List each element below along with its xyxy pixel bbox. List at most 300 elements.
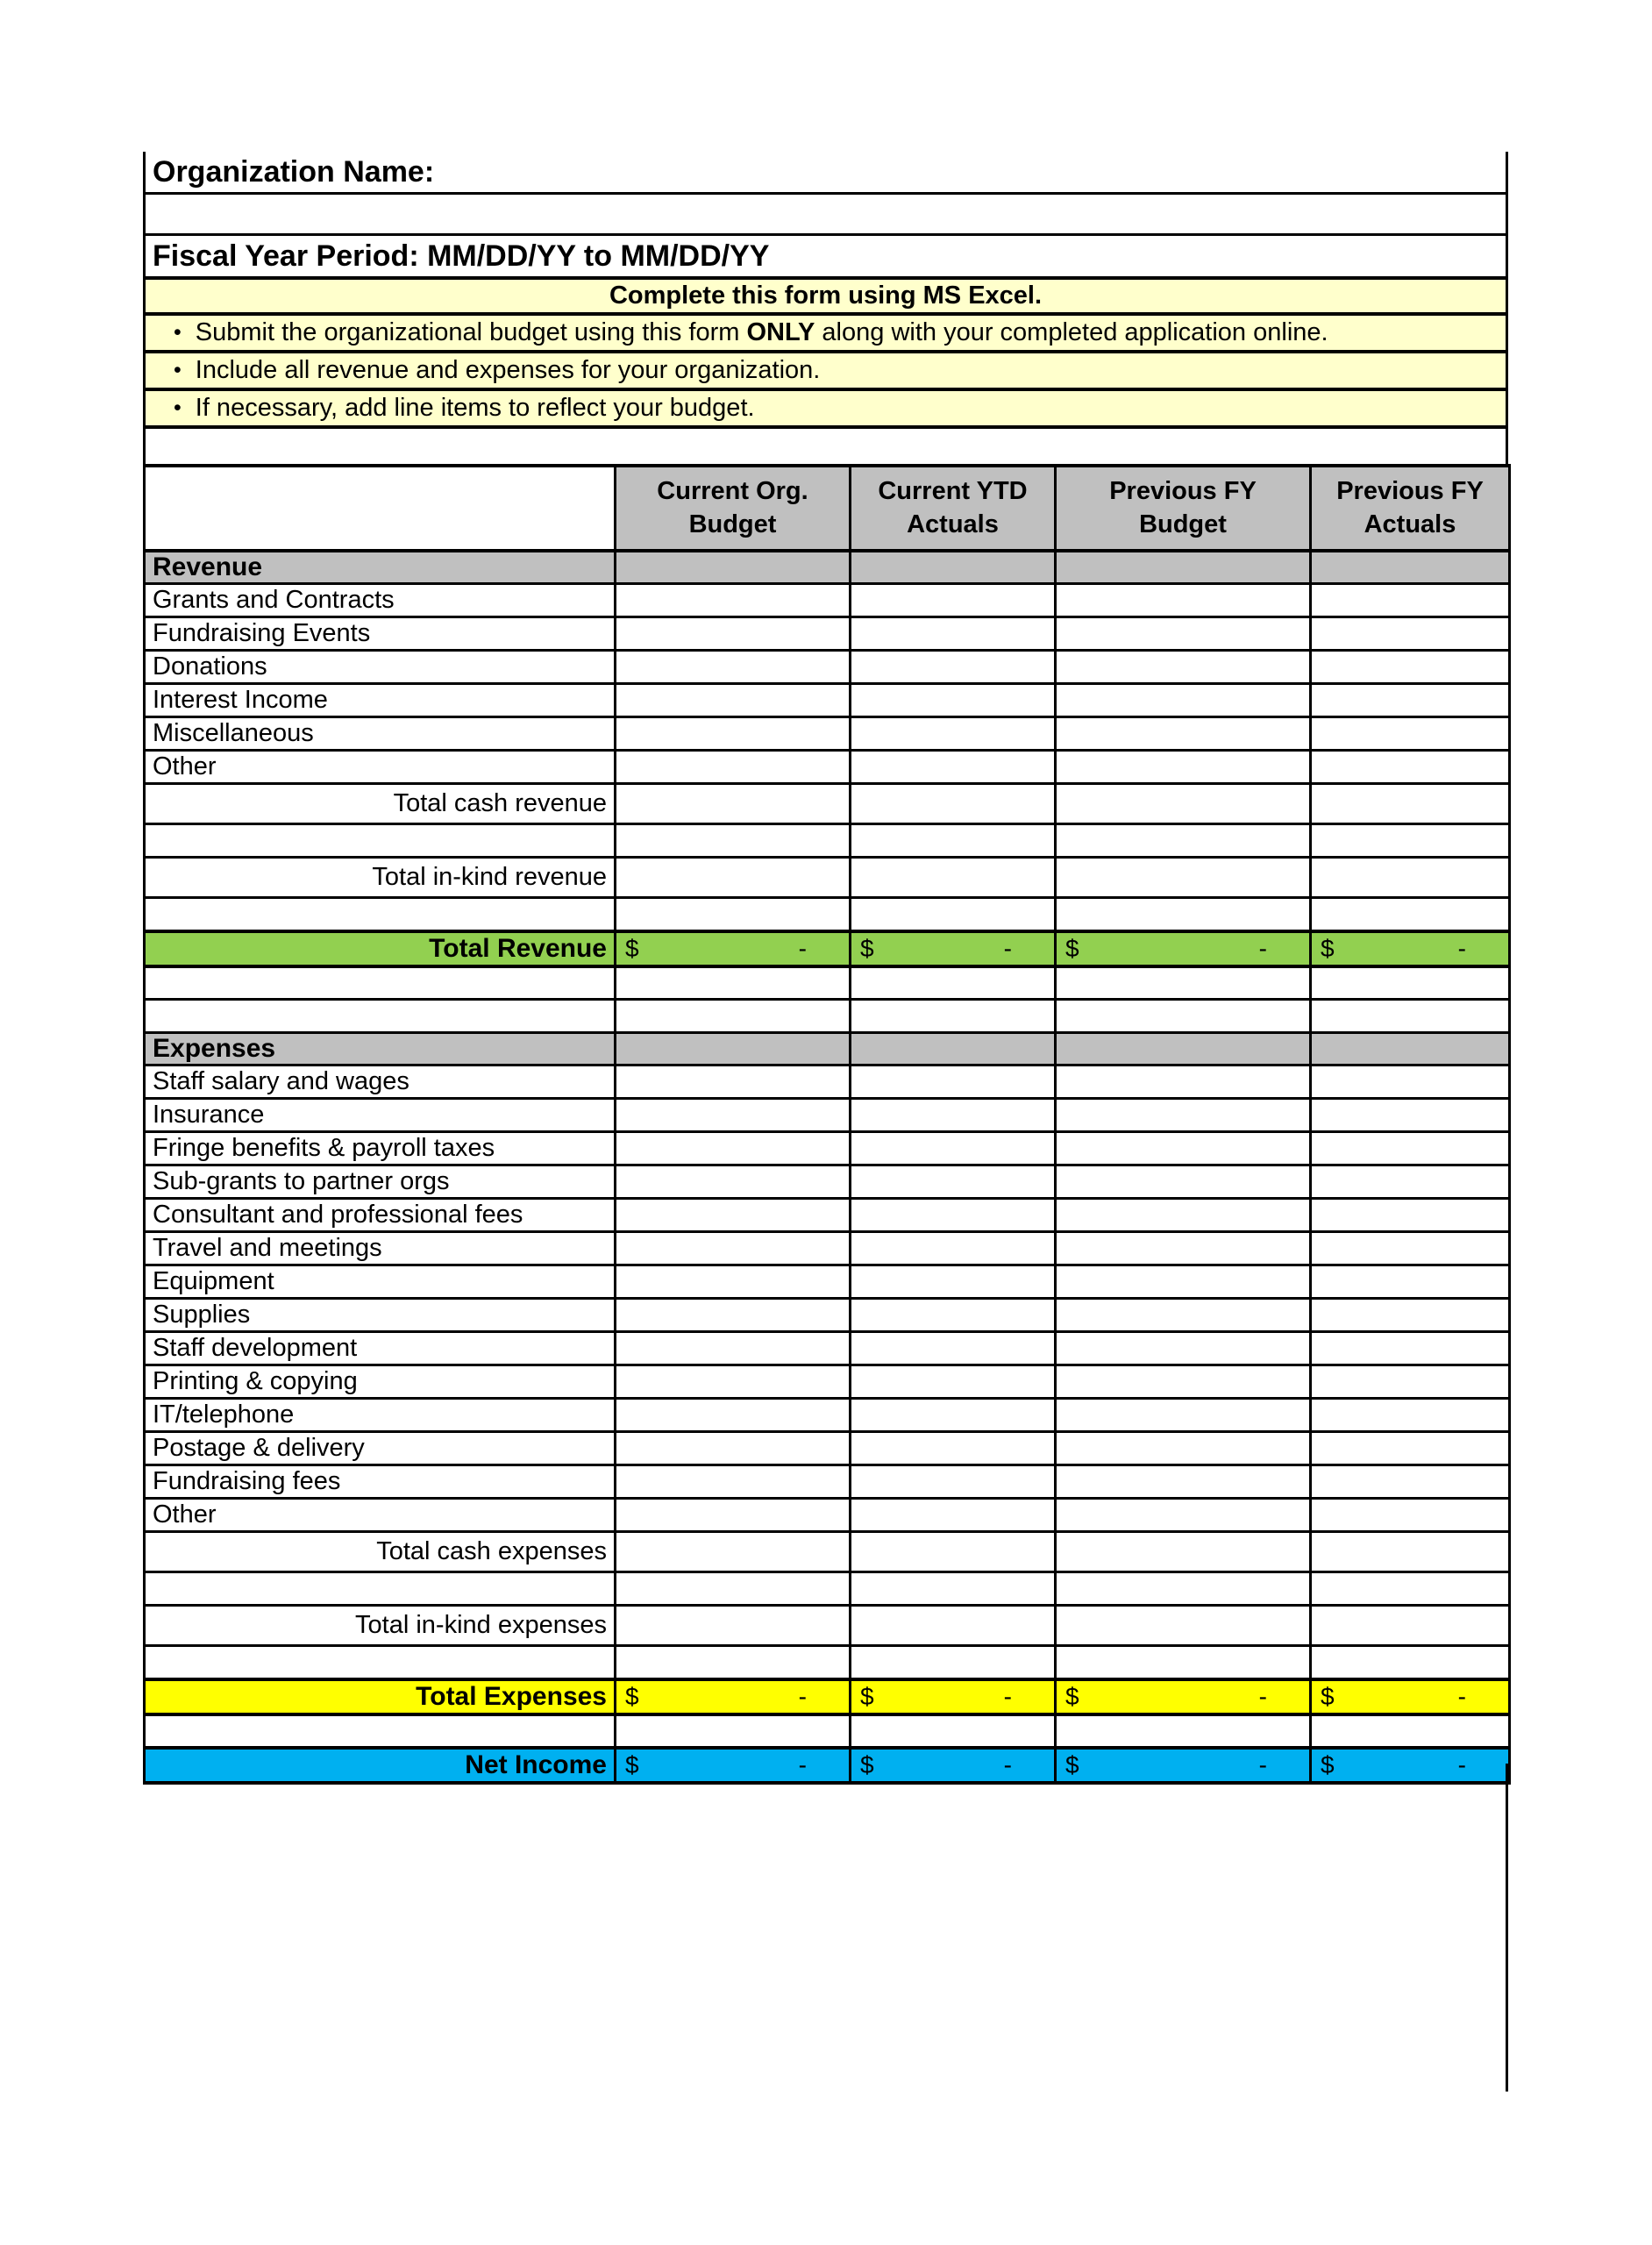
value-cell[interactable] xyxy=(1311,1165,1510,1199)
fiscal-year-row[interactable] xyxy=(143,236,1508,280)
value-cell[interactable] xyxy=(851,651,1056,684)
value-cell xyxy=(1056,551,1311,584)
value-cell[interactable] xyxy=(616,751,851,784)
row-staff-development xyxy=(145,1332,1510,1365)
value-cell xyxy=(1056,824,1311,858)
row-label-cell xyxy=(145,617,616,651)
row-label-cell xyxy=(145,584,616,617)
organization-name-label: Organization Name: xyxy=(153,154,435,189)
row-staff-salary-and-wages xyxy=(145,1065,1510,1099)
value-cell xyxy=(616,1033,851,1065)
blank-row xyxy=(145,1714,1510,1748)
row-label: Equipment xyxy=(153,1267,274,1295)
instruction-bullet-row xyxy=(143,391,1508,429)
value-cell[interactable] xyxy=(1311,751,1510,784)
zero-value-dash: - xyxy=(798,1750,807,1778)
value-cell[interactable] xyxy=(851,751,1056,784)
row-label-cell xyxy=(145,898,616,931)
value-cell xyxy=(851,1033,1056,1065)
row-label: Staff salary and wages xyxy=(153,1067,409,1095)
row-label-cell xyxy=(145,1679,616,1714)
value-cell[interactable] xyxy=(616,684,851,717)
value-cell[interactable] xyxy=(1056,717,1311,751)
row-label: Total Expenses xyxy=(416,1681,607,1711)
row-total-in-kind-revenue xyxy=(145,858,1510,898)
value-cell[interactable] xyxy=(616,717,851,751)
value-cell[interactable] xyxy=(1056,1165,1311,1199)
value-cell xyxy=(1311,551,1510,584)
value-cell[interactable] xyxy=(851,1399,1056,1432)
accounting-zero-value xyxy=(851,1683,1054,1711)
value-cell[interactable] xyxy=(616,1132,851,1165)
value-cell xyxy=(851,898,1056,931)
value-cell xyxy=(851,858,1056,898)
row-label: Insurance xyxy=(153,1101,265,1129)
row-label: Printing & copying xyxy=(153,1367,358,1395)
currency-symbol: $ xyxy=(1321,934,1335,962)
row-label: Net Income xyxy=(465,1750,607,1779)
value-cell[interactable] xyxy=(851,617,1056,651)
accounting-zero-value xyxy=(851,935,1054,963)
value-cell xyxy=(851,966,1056,1000)
zero-value-dash: - xyxy=(1258,934,1267,962)
row-label-cell xyxy=(145,858,616,898)
value-cell xyxy=(851,931,1056,966)
value-cell[interactable] xyxy=(616,1199,851,1232)
value-cell[interactable] xyxy=(851,1465,1056,1499)
accounting-zero-value xyxy=(1312,1683,1508,1711)
zero-value-dash: - xyxy=(798,1682,807,1710)
value-cell xyxy=(1311,1532,1510,1572)
row-it-telephone xyxy=(145,1399,1510,1432)
row-label-cell xyxy=(145,1532,616,1572)
value-cell xyxy=(616,1532,851,1572)
value-cell[interactable] xyxy=(1056,651,1311,684)
row-label-cell xyxy=(145,784,616,824)
zero-value-dash: - xyxy=(798,934,807,962)
accounting-zero-value xyxy=(1057,1683,1309,1711)
row-label: Expenses xyxy=(153,1034,276,1063)
value-cell xyxy=(1056,784,1311,824)
bullet-icon: • xyxy=(174,320,182,345)
zero-value-dash: - xyxy=(1457,1750,1466,1778)
header-empty-cell xyxy=(145,466,616,551)
row-label-cell xyxy=(145,551,616,584)
row-label-cell xyxy=(145,931,616,966)
value-cell xyxy=(1311,1572,1510,1606)
budget-table-body xyxy=(145,551,1510,1783)
zero-value-dash: - xyxy=(1258,1682,1267,1710)
bullet-text: Submit the organizational budget using this form ONLY along with your completed application online. xyxy=(195,318,1328,346)
value-cell[interactable] xyxy=(851,1332,1056,1365)
value-cell[interactable] xyxy=(616,651,851,684)
row-sub-grants-to-partner-orgs xyxy=(145,1165,1510,1199)
row-label-cell xyxy=(145,1572,616,1606)
bullet-icon: • xyxy=(174,396,182,420)
zero-value-dash: - xyxy=(1003,1682,1012,1710)
value-cell[interactable] xyxy=(1056,1332,1311,1365)
value-cell xyxy=(1311,1606,1510,1646)
row-donations xyxy=(145,651,1510,684)
value-cell xyxy=(851,1646,1056,1679)
row-total-cash-expenses xyxy=(145,1532,1510,1572)
value-cell[interactable] xyxy=(1056,1432,1311,1465)
row-label: Total in-kind revenue xyxy=(372,863,607,891)
row-label: Staff development xyxy=(153,1334,358,1362)
value-cell[interactable] xyxy=(1311,1365,1510,1399)
value-cell[interactable] xyxy=(1311,651,1510,684)
value-cell xyxy=(1056,966,1311,1000)
value-cell[interactable] xyxy=(1056,1132,1311,1165)
row-label: Grants and Contracts xyxy=(153,586,395,614)
row-label-cell xyxy=(145,1465,616,1499)
value-cell[interactable] xyxy=(616,1499,851,1532)
value-cell xyxy=(616,824,851,858)
row-label: Other xyxy=(153,752,217,780)
column-header-previous-fy-budget: Previous FY Budget xyxy=(1056,466,1311,551)
blank-row xyxy=(145,1646,1510,1679)
value-cell[interactable] xyxy=(616,1465,851,1499)
row-label-cell xyxy=(145,1065,616,1099)
value-cell[interactable] xyxy=(1056,1199,1311,1232)
value-cell[interactable] xyxy=(1311,1465,1510,1499)
page-edge-line xyxy=(1506,1764,1508,2092)
row-total-cash-revenue xyxy=(145,784,1510,824)
value-cell xyxy=(616,931,851,966)
row-total-revenue xyxy=(145,931,1510,966)
row-consultant-and-professional-fees xyxy=(145,1199,1510,1232)
value-cell xyxy=(1056,1033,1311,1065)
value-cell xyxy=(616,858,851,898)
value-cell[interactable] xyxy=(1311,1432,1510,1465)
currency-symbol: $ xyxy=(1065,934,1079,962)
row-label: Fringe benefits & payroll taxes xyxy=(153,1134,495,1162)
row-label: Total Revenue xyxy=(429,933,607,963)
row-label-cell xyxy=(145,1748,616,1783)
value-cell[interactable] xyxy=(1056,1399,1311,1432)
value-cell xyxy=(616,1000,851,1033)
row-label-cell xyxy=(145,1265,616,1299)
row-label: Supplies xyxy=(153,1301,251,1329)
value-cell[interactable] xyxy=(616,1365,851,1399)
value-cell[interactable] xyxy=(616,1099,851,1132)
row-printing-copying xyxy=(145,1365,1510,1399)
value-cell xyxy=(616,551,851,584)
blank-row xyxy=(145,1000,1510,1033)
currency-symbol: $ xyxy=(1065,1750,1079,1778)
row-revenue xyxy=(145,551,1510,584)
value-cell[interactable] xyxy=(1056,751,1311,784)
row-label-cell xyxy=(145,751,616,784)
row-label: Donations xyxy=(153,652,267,681)
value-cell[interactable] xyxy=(1311,1265,1510,1299)
value-cell[interactable] xyxy=(1311,1099,1510,1132)
instruction-bullet-row xyxy=(143,316,1508,353)
value-cell xyxy=(1056,1748,1311,1783)
row-label-cell xyxy=(145,1499,616,1532)
row-fringe-benefits-payroll-taxes xyxy=(145,1132,1510,1165)
currency-symbol: $ xyxy=(625,1682,639,1710)
row-label: Consultant and professional fees xyxy=(153,1201,523,1229)
value-cell xyxy=(851,824,1056,858)
organization-name-row[interactable] xyxy=(143,152,1508,195)
row-label: IT/telephone xyxy=(153,1400,295,1429)
value-cell[interactable] xyxy=(1311,1499,1510,1532)
value-cell xyxy=(616,1714,851,1748)
value-cell xyxy=(1056,1679,1311,1714)
row-label-cell xyxy=(145,1299,616,1332)
value-cell xyxy=(616,1646,851,1679)
row-grants-and-contracts xyxy=(145,584,1510,617)
value-cell xyxy=(616,1679,851,1714)
blank-row xyxy=(145,1572,1510,1606)
row-label-cell xyxy=(145,1099,616,1132)
row-label-cell xyxy=(145,824,616,858)
value-cell xyxy=(851,1714,1056,1748)
row-label-cell xyxy=(145,1132,616,1165)
currency-symbol: $ xyxy=(860,1682,874,1710)
row-travel-and-meetings xyxy=(145,1232,1510,1265)
row-label-cell xyxy=(145,966,616,1000)
accounting-zero-value xyxy=(616,935,849,963)
row-label: Interest Income xyxy=(153,686,328,714)
row-label-cell xyxy=(145,1033,616,1065)
row-fundraising-fees xyxy=(145,1465,1510,1499)
value-cell xyxy=(616,966,851,1000)
value-cell xyxy=(1311,784,1510,824)
value-cell[interactable] xyxy=(1056,584,1311,617)
blank-row xyxy=(145,966,1510,1000)
blank-row xyxy=(143,429,1508,464)
row-label-cell xyxy=(145,717,616,751)
instruction-bullet-row xyxy=(143,353,1508,391)
accounting-zero-value xyxy=(851,1751,1054,1779)
value-cell[interactable] xyxy=(1311,1065,1510,1099)
currency-symbol: $ xyxy=(625,1750,639,1778)
row-label: Total cash expenses xyxy=(376,1537,607,1565)
blank-row xyxy=(145,824,1510,858)
zero-value-dash: - xyxy=(1457,934,1466,962)
row-expenses xyxy=(145,1033,1510,1065)
value-cell[interactable] xyxy=(851,684,1056,717)
value-cell[interactable] xyxy=(851,717,1056,751)
zero-value-dash: - xyxy=(1457,1682,1466,1710)
row-label-cell xyxy=(145,1399,616,1432)
value-cell[interactable] xyxy=(851,1165,1056,1199)
row-label-cell xyxy=(145,1432,616,1465)
value-cell xyxy=(1056,1532,1311,1572)
value-cell[interactable] xyxy=(851,1499,1056,1532)
fiscal-year-label: Fiscal Year Period: MM/DD/YY to MM/DD/YY xyxy=(153,239,770,273)
value-cell[interactable] xyxy=(1056,1265,1311,1299)
value-cell[interactable] xyxy=(1311,717,1510,751)
value-cell[interactable] xyxy=(616,1165,851,1199)
bullet-text: If necessary, add line items to reflect your budget. xyxy=(195,394,755,422)
value-cell[interactable] xyxy=(1056,1065,1311,1099)
row-label: Fundraising Events xyxy=(153,619,371,647)
column-header-previous-fy-actuals: Previous FY Actuals xyxy=(1311,466,1510,551)
column-header-current-ytd-actuals: Current YTD Actuals xyxy=(851,466,1056,551)
value-cell[interactable] xyxy=(851,1365,1056,1399)
row-fundraising-events xyxy=(145,617,1510,651)
currency-symbol: $ xyxy=(860,1750,874,1778)
row-interest-income xyxy=(145,684,1510,717)
value-cell[interactable] xyxy=(851,1265,1056,1299)
zero-value-dash: - xyxy=(1258,1750,1267,1778)
currency-symbol: $ xyxy=(860,934,874,962)
row-label-cell xyxy=(145,1165,616,1199)
row-label-cell xyxy=(145,651,616,684)
row-total-expenses xyxy=(145,1679,1510,1714)
value-cell xyxy=(1311,824,1510,858)
row-net-income xyxy=(145,1748,1510,1783)
currency-symbol: $ xyxy=(1065,1682,1079,1710)
value-cell[interactable] xyxy=(616,584,851,617)
accounting-zero-value xyxy=(1057,1751,1309,1779)
value-cell[interactable] xyxy=(1056,617,1311,651)
value-cell xyxy=(1056,1606,1311,1646)
value-cell[interactable] xyxy=(1056,1365,1311,1399)
row-other xyxy=(145,1499,1510,1532)
value-cell xyxy=(1311,931,1510,966)
currency-symbol: $ xyxy=(625,934,639,962)
row-label-cell xyxy=(145,1232,616,1265)
value-cell xyxy=(1056,898,1311,931)
value-cell xyxy=(1056,1714,1311,1748)
value-cell[interactable] xyxy=(1056,684,1311,717)
value-cell xyxy=(851,1532,1056,1572)
accounting-zero-value xyxy=(616,1683,849,1711)
value-cell xyxy=(1311,1000,1510,1033)
value-cell[interactable] xyxy=(1056,1299,1311,1332)
value-cell xyxy=(1311,1033,1510,1065)
instructions-title: Complete this form using MS Excel. xyxy=(609,282,1043,310)
value-cell[interactable] xyxy=(851,1432,1056,1465)
row-label: Fundraising fees xyxy=(153,1467,341,1495)
value-cell xyxy=(1311,898,1510,931)
value-cell[interactable] xyxy=(616,1399,851,1432)
instructions-title-row xyxy=(143,280,1508,316)
currency-symbol: $ xyxy=(1321,1750,1335,1778)
accounting-zero-value xyxy=(1312,935,1508,963)
blank-row xyxy=(145,898,1510,931)
value-cell[interactable] xyxy=(1311,1132,1510,1165)
value-cell[interactable] xyxy=(1056,1232,1311,1265)
value-cell[interactable] xyxy=(1056,1465,1311,1499)
row-label-cell xyxy=(145,1199,616,1232)
value-cell xyxy=(616,1572,851,1606)
currency-symbol: $ xyxy=(1321,1682,1335,1710)
row-label-cell xyxy=(145,1646,616,1679)
value-cell[interactable] xyxy=(1311,684,1510,717)
blank-row xyxy=(143,195,1508,236)
value-cell[interactable] xyxy=(851,584,1056,617)
row-supplies xyxy=(145,1299,1510,1332)
value-cell[interactable] xyxy=(851,1132,1056,1165)
value-cell[interactable] xyxy=(851,1065,1056,1099)
zero-value-dash: - xyxy=(1003,1750,1012,1778)
value-cell xyxy=(1311,1646,1510,1679)
budget-table xyxy=(143,464,1511,1785)
value-cell xyxy=(1311,966,1510,1000)
row-label-cell xyxy=(145,684,616,717)
row-label: Other xyxy=(153,1500,217,1529)
value-cell[interactable] xyxy=(851,1232,1056,1265)
value-cell[interactable] xyxy=(851,1299,1056,1332)
accounting-zero-value xyxy=(1057,935,1309,963)
value-cell xyxy=(616,1748,851,1783)
row-label-cell xyxy=(145,1714,616,1748)
value-cell[interactable] xyxy=(1311,617,1510,651)
row-label: Total in-kind expenses xyxy=(355,1611,607,1639)
value-cell xyxy=(851,784,1056,824)
table-header-row xyxy=(145,466,1510,551)
accounting-zero-value xyxy=(616,1751,849,1779)
row-label: Miscellaneous xyxy=(153,719,314,747)
value-cell xyxy=(851,1679,1056,1714)
row-label-cell xyxy=(145,1000,616,1033)
value-cell xyxy=(1056,858,1311,898)
row-other xyxy=(145,751,1510,784)
row-insurance xyxy=(145,1099,1510,1132)
value-cell[interactable] xyxy=(1311,1199,1510,1232)
value-cell[interactable] xyxy=(1056,1099,1311,1132)
value-cell[interactable] xyxy=(1311,1399,1510,1432)
value-cell[interactable] xyxy=(616,1299,851,1332)
row-total-in-kind-expenses xyxy=(145,1606,1510,1646)
value-cell xyxy=(1311,1679,1510,1714)
value-cell[interactable] xyxy=(616,1232,851,1265)
value-cell[interactable] xyxy=(851,1199,1056,1232)
row-label: Postage & delivery xyxy=(153,1434,365,1462)
bullet-icon: • xyxy=(174,358,182,382)
row-label: Total cash revenue xyxy=(393,789,607,817)
value-cell xyxy=(616,898,851,931)
row-postage-delivery xyxy=(145,1432,1510,1465)
value-cell xyxy=(1056,1572,1311,1606)
zero-value-dash: - xyxy=(1003,934,1012,962)
value-cell[interactable] xyxy=(616,1432,851,1465)
column-header-current-org-budget: Current Org. Budget xyxy=(616,466,851,551)
value-cell[interactable] xyxy=(1311,1232,1510,1265)
value-cell[interactable] xyxy=(851,1099,1056,1132)
value-cell xyxy=(1056,1646,1311,1679)
value-cell[interactable] xyxy=(1056,1499,1311,1532)
value-cell[interactable] xyxy=(616,1065,851,1099)
value-cell[interactable] xyxy=(1311,1299,1510,1332)
value-cell xyxy=(851,1000,1056,1033)
value-cell xyxy=(1311,1714,1510,1748)
accounting-zero-value xyxy=(1312,1751,1508,1779)
bullet-text: Include all revenue and expenses for your organization. xyxy=(195,356,821,384)
row-label-cell xyxy=(145,1365,616,1399)
row-label-cell xyxy=(145,1332,616,1365)
value-cell xyxy=(851,1572,1056,1606)
value-cell[interactable] xyxy=(1311,584,1510,617)
row-miscellaneous xyxy=(145,717,1510,751)
value-cell xyxy=(851,1606,1056,1646)
value-cell xyxy=(851,1748,1056,1783)
row-equipment xyxy=(145,1265,1510,1299)
value-cell[interactable] xyxy=(616,1332,851,1365)
value-cell xyxy=(851,551,1056,584)
value-cell[interactable] xyxy=(616,617,851,651)
row-label: Sub-grants to partner orgs xyxy=(153,1167,450,1195)
value-cell xyxy=(1311,1748,1510,1783)
value-cell xyxy=(1311,858,1510,898)
value-cell[interactable] xyxy=(1311,1332,1510,1365)
value-cell[interactable] xyxy=(616,1265,851,1299)
